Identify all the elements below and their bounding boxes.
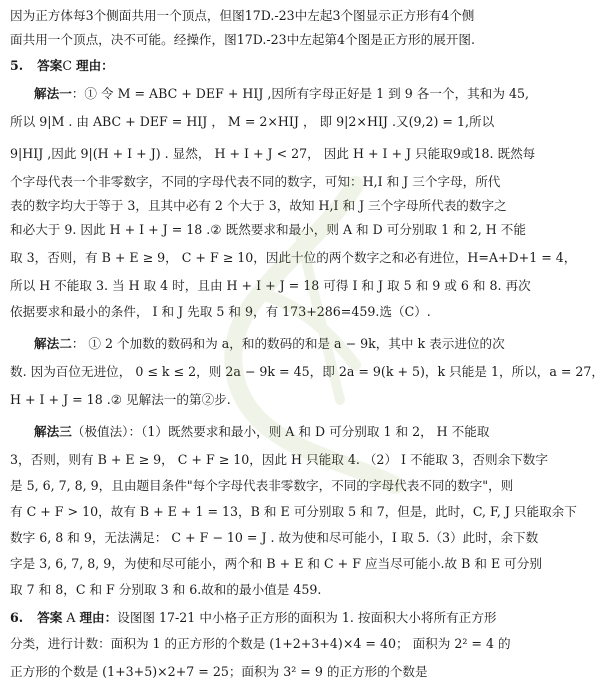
text-segment: 数字 6, 8 和 9，无法满足： C + F − 10 = J . 故为使和尽可能小，I 取 5.（3）此时，余下数: [10, 530, 539, 545]
text-segment: 个字母代表一个非零数字，不同的字母代表不同的数字，可知：H,I 和 J 三个字母，所代: [10, 174, 501, 189]
text-segment: 理由：: [75, 58, 114, 73]
text-segment: 取 7 和 8，C 和 F 分别取 3 和 6.故和的最小值是 459.: [10, 582, 322, 597]
text-segment: 有 C + F > 10，故有 B + E + 1 = 13，B 和 E 可分别取 5 和 7，但是，此时，C, F, J 只能取余下: [10, 504, 577, 519]
text-segment: 分类，进行计数：面积为 1 的正方形的个数是 (1+2+3+4)×4 = 40； 面积为 2² = 4 的: [10, 636, 511, 651]
text-segment: 数. 因为百位无进位， 0 ≤ k ≤ 2，则 2a − 9k = 45，即 2a = 9(k + 5)，k 只能是 1，所以，a = 27，: [10, 364, 604, 379]
text-line: [10, 610, 506, 626]
text-line: [10, 556, 542, 572]
text-segment: 正方形的个数是 (1+3+5)×2+7 = 25；面积为 3² = 9 的正方形的个数是: [10, 664, 428, 679]
text-segment: 5.: [10, 58, 24, 73]
text-segment: 依据要求和最小的条件， I 和 J 先取 5 和 9，有 173+286=459.选（C）.: [10, 304, 431, 319]
text-segment: 理由：: [79, 610, 118, 625]
text-segment: 解法一: [34, 86, 72, 101]
text-segment: A: [62, 610, 80, 625]
text-segment: 所以 H 不能取 3. 当 H 取 4 时，且由 H + I + J = 18 可得 I 和 J 取 5 和 9 或 6 和 8. 再次: [10, 278, 531, 293]
text-segment: 9|HIJ ,因此 9|(H + I + J) . 显然， H + I + J < 27， 因此 H + I + J 只能取9或18. 既然每: [10, 146, 536, 161]
text-segment: 6.: [10, 610, 24, 625]
text-segment: 取 3，否则，有 B + E ≥ 9， C + F ≥ 10，因此十位的两个数字之和必有进位，H=A+D+1 = 4，: [10, 250, 577, 265]
text-line: [10, 636, 511, 652]
text-line: [10, 250, 577, 266]
text-line: [10, 174, 506, 190]
text-segment: C: [62, 58, 76, 73]
text-line: [10, 336, 530, 352]
text-segment: 和必大于 9. 因此 H + I + J = 18 .② 既然要求和最小，则 A 和 D 可分别取 1 和 2, H 不能: [10, 222, 526, 237]
text-line: [10, 392, 506, 408]
text-segment: 答案: [37, 58, 63, 73]
text-line: [10, 664, 506, 680]
text-segment: 答案: [37, 610, 63, 625]
text-segment: 设图图 17-21 中小格子正方形的面积为 1. 按面积大小将所有正方形: [117, 610, 497, 625]
text-segment: ： ① 2 个加数的数码和为 a，和的数码的和是 a − 9k，其中 k 表示进位的次: [71, 336, 505, 351]
text-segment: （极值法）：（1）既然要求和最小，则 A 和 D 可分别取 1 和 2， H 不能取: [71, 424, 490, 439]
text-segment: H + I + J = 18 .② 见解法一的第②步.: [10, 392, 231, 407]
text-segment: ：① 令 M = ABC + DEF + HIJ ,因所有字母正好是 1 到 9 各一个，其和为 45,: [71, 86, 529, 101]
text-line: [10, 8, 506, 24]
text-segment: 所以 9|M . 由 ABC + DEF = HIJ ， M = 2×HIJ ， 即 9|2×HIJ .又(9,2) = 1,所以: [10, 114, 495, 129]
text-line: [10, 582, 506, 598]
text-line: [10, 146, 536, 162]
text-segment: 因为正方体每3个侧面共用一个顶点，但图17D.-23中左起3个图显示正方形有4个侧: [10, 8, 475, 23]
text-line: [10, 198, 506, 214]
text-line: [10, 278, 531, 294]
text-line: [10, 222, 526, 238]
text-line: [10, 530, 539, 546]
text-segment: 解法二: [34, 336, 72, 351]
text-line: [10, 452, 548, 468]
text-line: [10, 304, 506, 320]
text-line: [10, 504, 577, 520]
text-line: [10, 86, 530, 102]
text-segment: 是 5, 6, 7, 8, 9，且由题目条件"每个字母代表非零数字，不同的字母代表不同的数字"，则: [10, 478, 514, 493]
text-segment: 字是 3, 6, 7, 8, 9，为使和尽可能小，两个和 B + E 和 C + F 应当尽可能小.故 B 和 E 可分别: [10, 556, 542, 571]
text-line: [10, 364, 604, 380]
text-line: [10, 58, 506, 74]
text-line: [10, 478, 514, 494]
text-segment: 面共用一个顶点，决不可能。经操作，图17D.-23中左起第4个图是正方形的展开图.: [10, 32, 475, 47]
text-segment: 解法三: [34, 424, 72, 439]
text-segment: 3，否则，则有 B + E ≥ 9， C + F ≥ 10，因此 H 只能取 4. （2） I 不能取 3，否则余下数字: [10, 452, 548, 467]
text-line: [10, 424, 530, 440]
text-line: [10, 32, 506, 48]
text-segment: 表的数字均大于等于 3，且其中必有 2 个大于 3，故知 H,I 和 J 三个字母所代表的数字之: [10, 198, 507, 213]
text-line: [10, 114, 506, 130]
